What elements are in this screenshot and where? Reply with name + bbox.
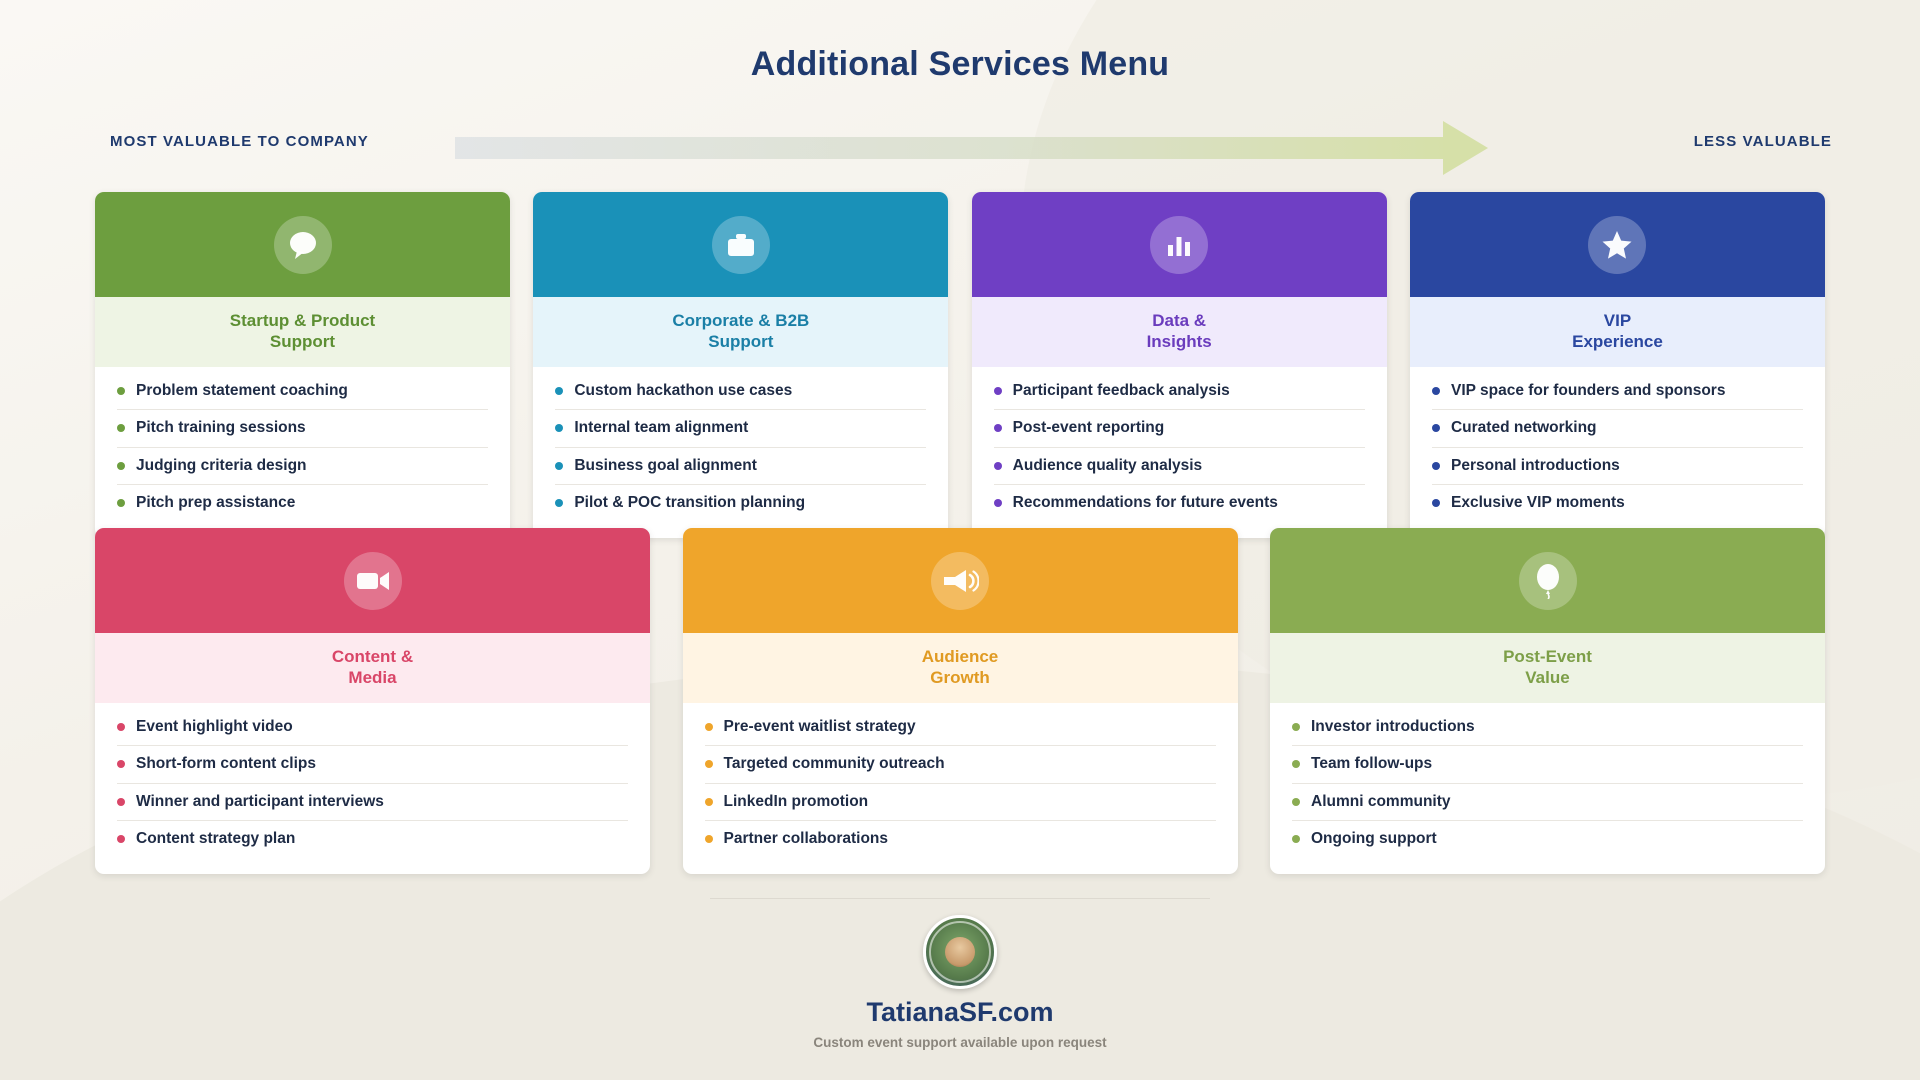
card-title bbox=[1410, 297, 1825, 367]
card-item-list bbox=[1410, 367, 1825, 538]
list-item-label: Short-form content clips bbox=[136, 755, 316, 773]
speech-bubble-icon bbox=[274, 216, 332, 274]
list-item-label: Problem statement coaching bbox=[136, 381, 348, 399]
service-card[interactable] bbox=[1410, 192, 1825, 538]
card-title bbox=[1270, 633, 1825, 703]
briefcase-icon bbox=[712, 216, 770, 274]
footer bbox=[0, 898, 1920, 1050]
ambassador-badge-icon bbox=[923, 915, 997, 989]
card-header bbox=[972, 192, 1387, 297]
card-title bbox=[95, 633, 650, 703]
star-icon bbox=[1588, 216, 1646, 274]
footer-divider bbox=[710, 898, 1210, 899]
list-item-label: Team follow-ups bbox=[1311, 755, 1433, 773]
list-item[interactable] bbox=[117, 709, 628, 747]
card-title bbox=[972, 297, 1387, 367]
card-item-list bbox=[972, 367, 1387, 538]
service-card[interactable] bbox=[1270, 528, 1825, 874]
card-title-line-2: Value bbox=[1525, 668, 1570, 688]
list-item[interactable] bbox=[117, 784, 628, 822]
service-card[interactable] bbox=[95, 192, 510, 538]
list-item[interactable] bbox=[1292, 821, 1803, 858]
axis-label-left: MOST VALUABLE TO COMPANY bbox=[110, 133, 369, 150]
bullet-icon bbox=[1292, 835, 1300, 843]
card-title bbox=[683, 633, 1238, 703]
list-item-label: VIP space for founders and sponsors bbox=[1450, 381, 1726, 399]
card-header bbox=[533, 192, 948, 297]
list-item-label: LinkedIn promotion bbox=[723, 792, 869, 810]
list-item-label: Event highlight video bbox=[136, 717, 293, 735]
list-item[interactable] bbox=[1432, 485, 1803, 522]
card-header bbox=[683, 528, 1238, 633]
list-item-label: Targeted community outreach bbox=[723, 755, 945, 773]
list-item[interactable] bbox=[994, 373, 1365, 411]
list-item[interactable] bbox=[555, 448, 926, 486]
card-title-line-1: Audience bbox=[921, 647, 999, 666]
card-title-line-2: Insights bbox=[1146, 332, 1212, 352]
list-item-label: Exclusive VIP moments bbox=[1450, 494, 1625, 512]
list-item[interactable] bbox=[705, 746, 1216, 784]
list-item-label: Ongoing support bbox=[1311, 830, 1437, 848]
card-header bbox=[1270, 528, 1825, 633]
list-item-label: Business goal alignment bbox=[574, 456, 757, 474]
footer-website[interactable]: TatianaSF.com bbox=[866, 997, 1054, 1027]
bullet-icon bbox=[555, 387, 563, 395]
card-header bbox=[1410, 192, 1825, 297]
service-card[interactable] bbox=[972, 192, 1387, 538]
card-title-line-2: Experience bbox=[1572, 332, 1663, 352]
list-item-label: Recommendations for future events bbox=[1012, 494, 1278, 512]
list-item[interactable] bbox=[994, 485, 1365, 522]
bullet-icon bbox=[705, 760, 713, 768]
list-item[interactable] bbox=[555, 485, 926, 522]
card-item-list bbox=[95, 703, 650, 874]
list-item[interactable] bbox=[1292, 784, 1803, 822]
bar-chart-icon bbox=[1150, 216, 1208, 274]
card-title-line-2: Support bbox=[708, 332, 774, 352]
card-row-primary bbox=[95, 192, 1825, 538]
bullet-icon bbox=[117, 760, 125, 768]
bullet-icon bbox=[1292, 798, 1300, 806]
footer-note: Custom event support available upon request bbox=[813, 1035, 1107, 1050]
bullet-icon bbox=[1432, 387, 1440, 395]
bullet-icon bbox=[1432, 499, 1440, 507]
video-camera-icon bbox=[344, 552, 402, 610]
bullet-icon bbox=[117, 723, 125, 731]
bullet-icon bbox=[1292, 760, 1300, 768]
list-item[interactable] bbox=[117, 373, 488, 411]
list-item-label: Curated networking bbox=[1450, 419, 1597, 437]
service-card[interactable] bbox=[95, 528, 650, 874]
list-item[interactable] bbox=[1432, 410, 1803, 448]
card-title-line-1: Post-Event bbox=[1503, 647, 1592, 666]
list-item-label: Pre-event waitlist strategy bbox=[723, 717, 916, 735]
axis-label-right: LESS VALUABLE bbox=[1693, 133, 1832, 150]
list-item-label: Custom hackathon use cases bbox=[574, 381, 793, 399]
card-title-line-1: Startup & Product bbox=[229, 311, 376, 330]
card-title-line-1: Content & bbox=[331, 647, 414, 666]
list-item-label: Winner and participant interviews bbox=[136, 792, 384, 810]
service-card[interactable] bbox=[683, 528, 1238, 874]
list-item-label: Participant feedback analysis bbox=[1012, 381, 1230, 399]
bullet-icon bbox=[555, 424, 563, 432]
bullet-icon bbox=[117, 835, 125, 843]
card-item-list bbox=[533, 367, 948, 538]
list-item[interactable] bbox=[117, 448, 488, 486]
bullet-icon bbox=[117, 499, 125, 507]
list-item-label: Personal introductions bbox=[1450, 456, 1620, 474]
list-item[interactable] bbox=[1292, 709, 1803, 747]
list-item[interactable] bbox=[994, 448, 1365, 486]
list-item[interactable] bbox=[555, 373, 926, 411]
card-header bbox=[95, 528, 650, 633]
bullet-icon bbox=[117, 387, 125, 395]
badge-ring bbox=[929, 921, 991, 983]
list-item-label: Pitch training sessions bbox=[136, 419, 306, 437]
list-item[interactable] bbox=[117, 410, 488, 448]
list-item[interactable] bbox=[117, 485, 488, 522]
list-item[interactable] bbox=[1432, 373, 1803, 411]
value-axis bbox=[0, 125, 1920, 165]
list-item-label: Audience quality analysis bbox=[1012, 456, 1203, 474]
list-item[interactable] bbox=[555, 410, 926, 448]
card-title bbox=[95, 297, 510, 367]
card-title-line-1: VIP bbox=[1603, 311, 1632, 330]
list-item[interactable] bbox=[705, 821, 1216, 858]
card-title-line-2: Support bbox=[269, 332, 336, 352]
card-row-secondary bbox=[95, 528, 1825, 874]
list-item-label: Pilot & POC transition planning bbox=[574, 494, 806, 512]
bullet-icon bbox=[994, 387, 1002, 395]
list-item-label: Internal team alignment bbox=[574, 419, 749, 437]
balloon-icon bbox=[1519, 552, 1577, 610]
card-item-list bbox=[95, 367, 510, 538]
card-item-list bbox=[1270, 703, 1825, 874]
bullet-icon bbox=[117, 798, 125, 806]
list-item-label: Content strategy plan bbox=[136, 830, 296, 848]
card-header bbox=[95, 192, 510, 297]
card-item-list bbox=[683, 703, 1238, 874]
megaphone-icon bbox=[931, 552, 989, 610]
list-item-label: Partner collaborations bbox=[723, 830, 889, 848]
card-title bbox=[533, 297, 948, 367]
bullet-icon bbox=[994, 499, 1002, 507]
bullet-icon bbox=[994, 424, 1002, 432]
bullet-icon bbox=[1432, 424, 1440, 432]
bullet-icon bbox=[555, 499, 563, 507]
bullet-icon bbox=[1292, 723, 1300, 731]
card-title-line-2: Growth bbox=[930, 668, 990, 688]
axis-arrow-bar bbox=[455, 137, 1455, 159]
service-card[interactable] bbox=[533, 192, 948, 538]
list-item[interactable] bbox=[705, 784, 1216, 822]
list-item[interactable] bbox=[1432, 448, 1803, 486]
bullet-icon bbox=[555, 462, 563, 470]
bullet-icon bbox=[705, 835, 713, 843]
list-item-label: Pitch prep assistance bbox=[136, 494, 296, 512]
bullet-icon bbox=[705, 798, 713, 806]
list-item[interactable] bbox=[705, 709, 1216, 747]
list-item-label: Judging criteria design bbox=[136, 456, 307, 474]
card-title-line-1: Corporate & B2B bbox=[672, 311, 810, 330]
list-item[interactable] bbox=[117, 746, 628, 784]
bullet-icon bbox=[994, 462, 1002, 470]
axis-arrow-head bbox=[1443, 121, 1488, 175]
list-item-label: Post-event reporting bbox=[1012, 419, 1165, 437]
bullet-icon bbox=[1432, 462, 1440, 470]
page-title: Additional Services Menu bbox=[750, 45, 1170, 83]
list-item[interactable] bbox=[994, 410, 1365, 448]
bullet-icon bbox=[117, 424, 125, 432]
card-title-line-2: Media bbox=[348, 668, 397, 688]
card-title-line-1: Data & bbox=[1152, 311, 1207, 330]
list-item[interactable] bbox=[117, 821, 628, 858]
list-item-label: Investor introductions bbox=[1311, 717, 1475, 735]
list-item[interactable] bbox=[1292, 746, 1803, 784]
bullet-icon bbox=[705, 723, 713, 731]
list-item-label: Alumni community bbox=[1311, 792, 1451, 810]
bullet-icon bbox=[117, 462, 125, 470]
